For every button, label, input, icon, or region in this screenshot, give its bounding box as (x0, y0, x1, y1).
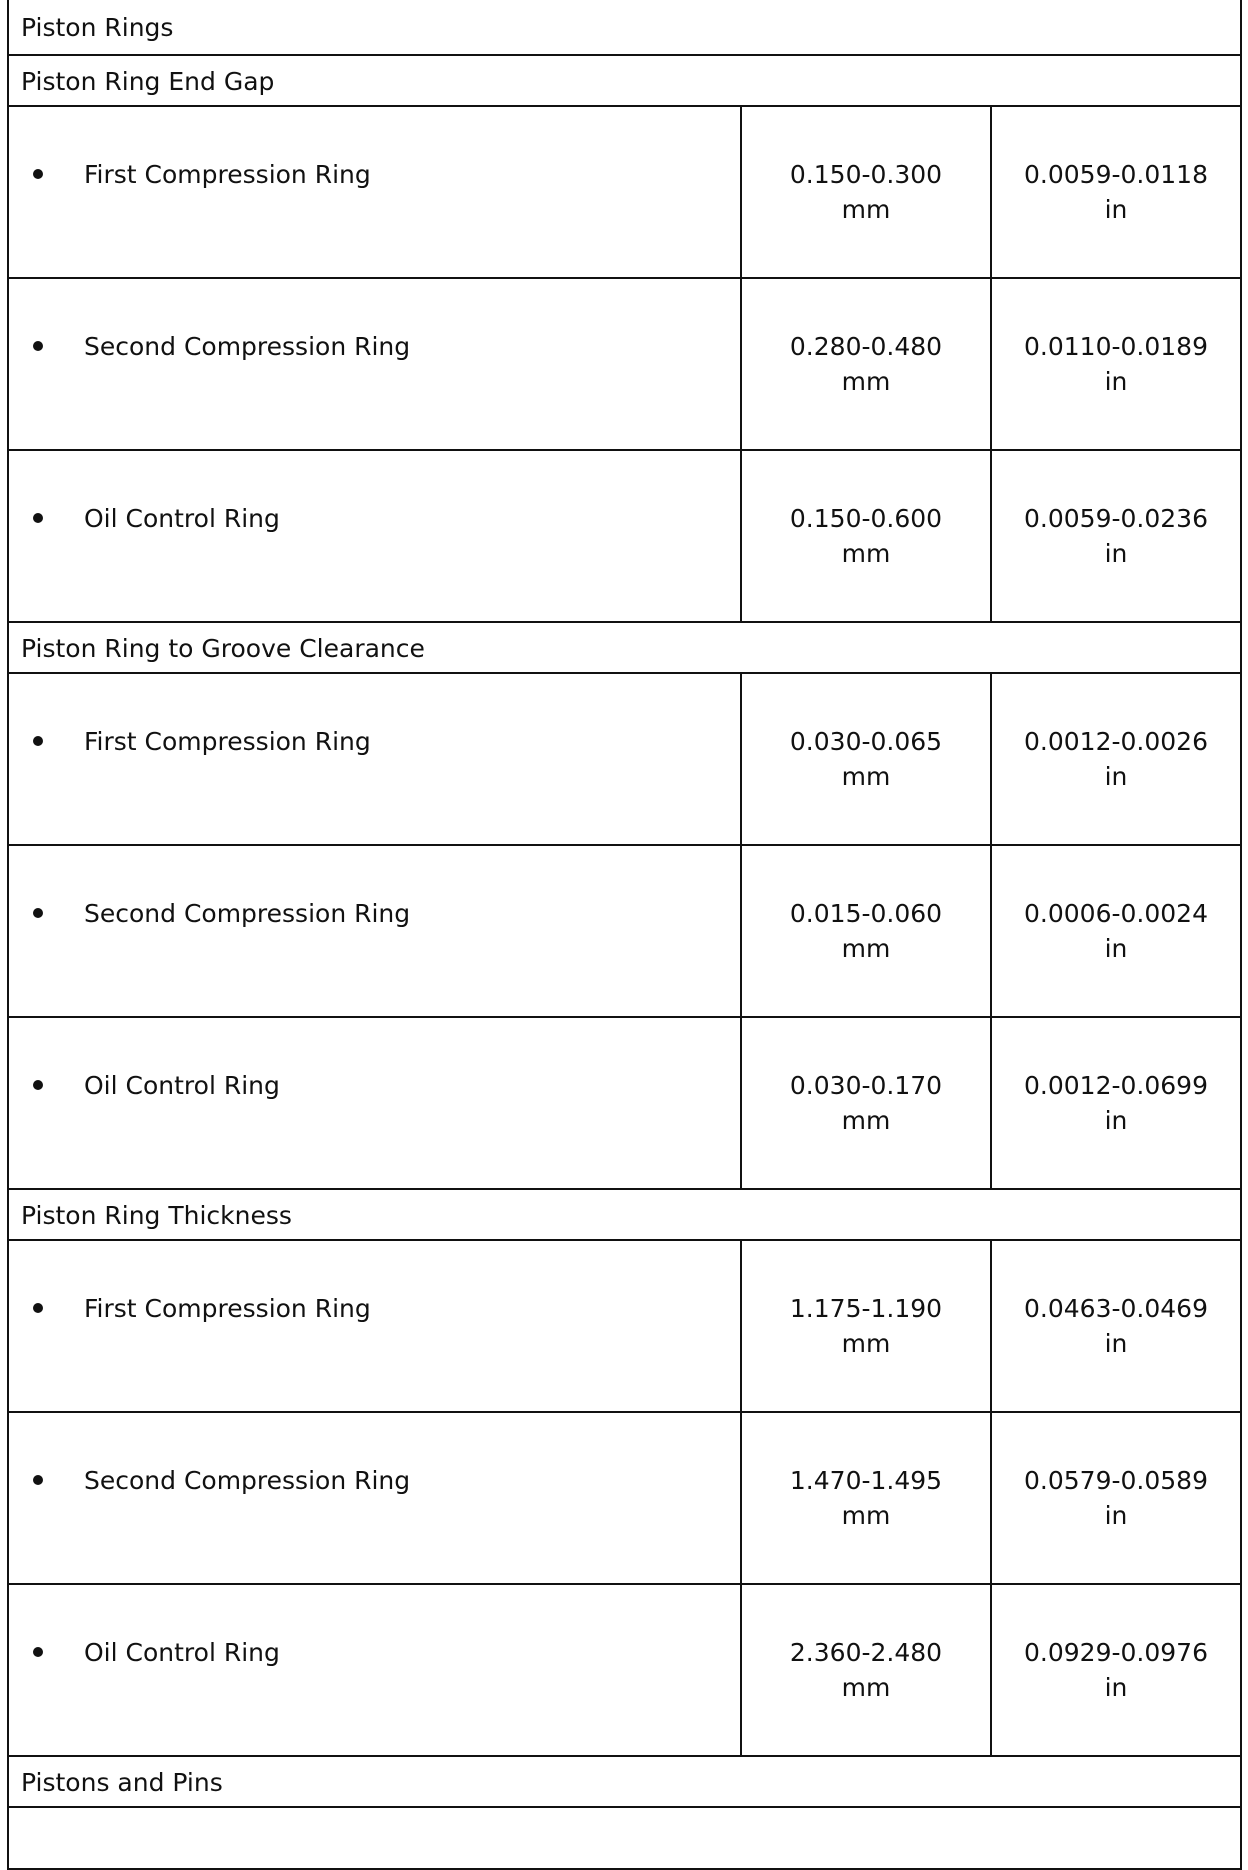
imperial-value-cell (991, 1240, 1241, 1412)
bullet-icon (33, 736, 43, 746)
spec-table-body (8, 0, 1241, 1869)
section-header-cell (8, 622, 1241, 673)
spec-label-cell (8, 106, 741, 278)
bullet-icon (33, 1647, 43, 1657)
bullet-icon (33, 341, 43, 351)
bullet-icon (33, 1080, 43, 1090)
metric-unit: mm (841, 1673, 891, 1702)
metric-value-cell (741, 673, 991, 845)
imperial-unit: in (1104, 1106, 1128, 1135)
spec-label-cell (8, 1240, 741, 1412)
spec-label: First Compression Ring (84, 160, 371, 189)
metric-value-cell (741, 845, 991, 1017)
spec-row (8, 450, 1241, 622)
imperial-unit: in (1104, 367, 1128, 396)
spec-label-cell (8, 673, 741, 845)
section-row-end-gap (8, 55, 1241, 106)
spec-row (8, 278, 1241, 450)
imperial-value: 0.0006-0.0024 (1024, 899, 1208, 928)
spec-row (8, 1017, 1241, 1189)
imperial-value-cell (991, 845, 1241, 1017)
spec-label-cell (8, 278, 741, 450)
imperial-value-cell (991, 673, 1241, 845)
spec-row (8, 673, 1241, 845)
spec-label: First Compression Ring (84, 727, 371, 756)
spec-row (8, 845, 1241, 1017)
imperial-unit: in (1104, 1329, 1128, 1358)
metric-unit: mm (841, 539, 891, 568)
section-title: Piston Ring Thickness (21, 1201, 292, 1230)
imperial-unit: in (1104, 934, 1128, 963)
metric-value-cell (741, 1584, 991, 1756)
section-header-cell (8, 55, 1241, 106)
metric-unit: mm (841, 762, 891, 791)
spec-label: First Compression Ring (84, 1294, 371, 1323)
metric-value: 0.150-0.600 (789, 504, 943, 533)
metric-value: 0.030-0.065 (789, 727, 943, 756)
section-title: Piston Rings (21, 13, 174, 42)
spec-row (8, 106, 1241, 278)
spec-row (8, 1240, 1241, 1412)
metric-unit: mm (841, 934, 891, 963)
imperial-value: 0.0929-0.0976 (1024, 1638, 1208, 1667)
imperial-value: 0.0012-0.0699 (1024, 1071, 1208, 1100)
metric-value: 0.280-0.480 (789, 332, 943, 361)
imperial-value: 0.0012-0.0026 (1024, 727, 1208, 756)
section-header-cell (8, 0, 1241, 55)
metric-value: 0.015-0.060 (789, 899, 943, 928)
section-row-groove-clearance (8, 622, 1241, 673)
section-header-cell (8, 1189, 1241, 1240)
section-row-ring-thickness (8, 1189, 1241, 1240)
spec-row (8, 1584, 1241, 1756)
spec-row (8, 1412, 1241, 1584)
spec-label: Oil Control Ring (84, 504, 280, 533)
spec-label: Second Compression Ring (84, 1466, 411, 1495)
metric-value-cell (741, 1412, 991, 1584)
metric-value-cell (741, 1240, 991, 1412)
metric-value-cell (741, 106, 991, 278)
metric-unit: mm (841, 1501, 891, 1530)
section-row-piston-rings (8, 0, 1241, 55)
metric-value-cell (741, 450, 991, 622)
spec-label: Second Compression Ring (84, 899, 411, 928)
bullet-icon (33, 1303, 43, 1313)
imperial-value-cell (991, 1412, 1241, 1584)
spec-label-cell (8, 1412, 741, 1584)
metric-value: 0.150-0.300 (789, 160, 943, 189)
spec-label-cell (8, 1017, 741, 1189)
bullet-icon (33, 908, 43, 918)
metric-value: 0.030-0.170 (789, 1071, 943, 1100)
bullet-icon (33, 169, 43, 179)
imperial-value: 0.0059-0.0118 (1024, 160, 1208, 189)
imperial-value: 0.0059-0.0236 (1024, 504, 1208, 533)
imperial-unit: in (1104, 539, 1128, 568)
bullet-icon (33, 513, 43, 523)
imperial-value-cell (991, 278, 1241, 450)
imperial-value-cell (991, 1584, 1241, 1756)
spec-label: Oil Control Ring (84, 1071, 280, 1100)
metric-value-cell (741, 278, 991, 450)
metric-unit: mm (841, 1329, 891, 1358)
metric-unit: mm (841, 195, 891, 224)
spec-label: Second Compression Ring (84, 332, 411, 361)
empty-row (8, 1807, 1241, 1869)
imperial-value-cell (991, 1017, 1241, 1189)
spec-label-cell (8, 450, 741, 622)
imperial-value: 0.0463-0.0469 (1024, 1294, 1208, 1323)
section-row-pistons-and-pins (8, 1756, 1241, 1807)
metric-value-cell (741, 1017, 991, 1189)
spec-label: Oil Control Ring (84, 1638, 280, 1667)
metric-value: 1.175-1.190 (789, 1294, 943, 1323)
metric-value: 2.360-2.480 (789, 1638, 943, 1667)
imperial-value-cell (991, 106, 1241, 278)
imperial-unit: in (1104, 1501, 1128, 1530)
imperial-value: 0.0579-0.0589 (1024, 1466, 1208, 1495)
imperial-unit: in (1104, 762, 1128, 791)
section-title: Piston Ring End Gap (21, 67, 275, 96)
imperial-unit: in (1104, 195, 1128, 224)
metric-value: 1.470-1.495 (789, 1466, 943, 1495)
section-header-cell (8, 1756, 1241, 1807)
imperial-value-cell (991, 450, 1241, 622)
spec-table (7, 0, 1242, 1870)
spec-label-cell (8, 1584, 741, 1756)
imperial-unit: in (1104, 1673, 1128, 1702)
spec-label-cell (8, 845, 741, 1017)
section-title: Pistons and Pins (21, 1768, 223, 1797)
bullet-icon (33, 1475, 43, 1485)
section-title: Piston Ring to Groove Clearance (21, 634, 425, 663)
empty-cell (8, 1807, 1241, 1869)
metric-unit: mm (841, 367, 891, 396)
metric-unit: mm (841, 1106, 891, 1135)
imperial-value: 0.0110-0.0189 (1024, 332, 1208, 361)
